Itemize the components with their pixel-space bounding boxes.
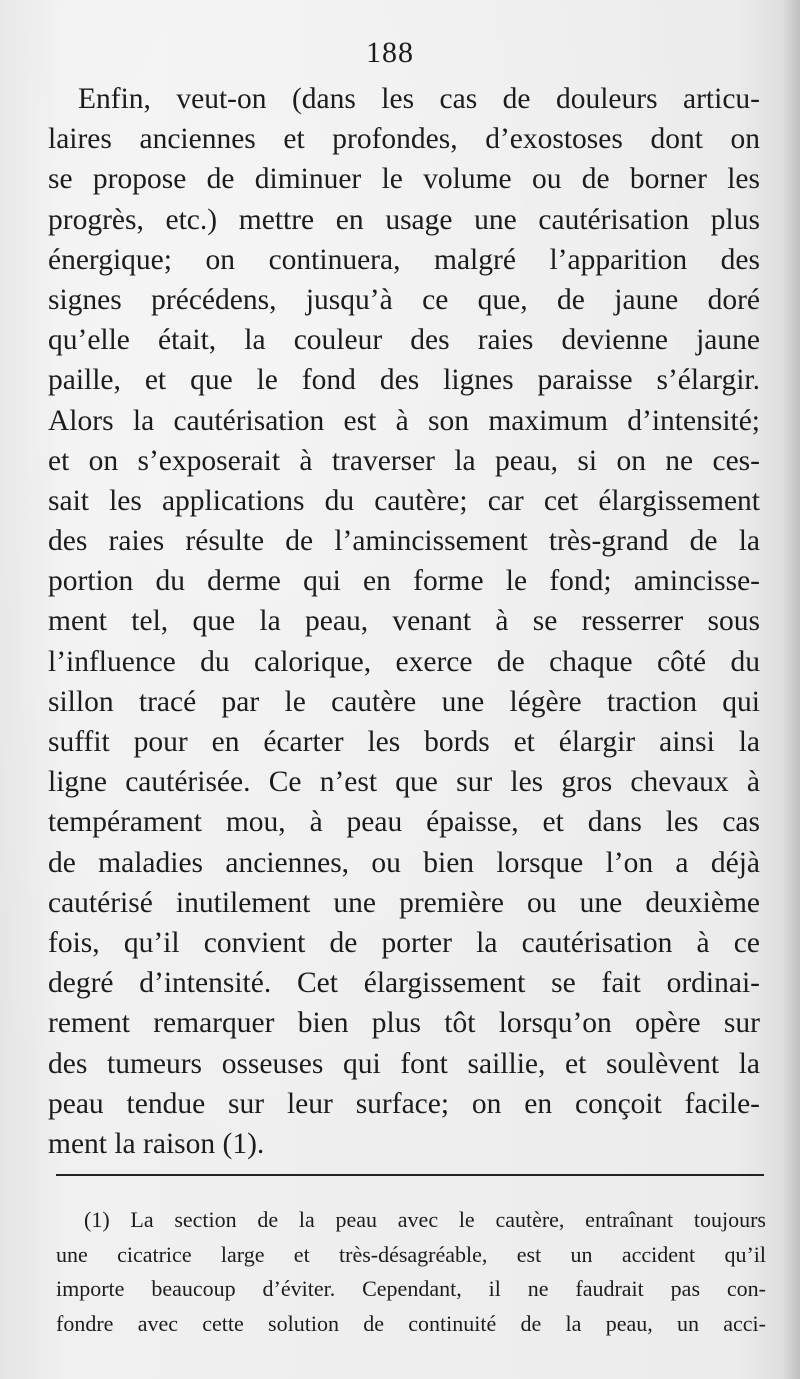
footnote-line: fondre avec cette solution de continuité de la peau, un acci-: [56, 1310, 766, 1336]
text-line: suffit pour en écarter les bords et élargir ainsi la: [48, 726, 760, 758]
text-line: tempérament mou, à peau épaisse, et dans les cas: [48, 806, 760, 839]
text-line: se propose de diminuer le volume ou de borner les: [48, 163, 760, 196]
text-line: progrès, etc.) mettre en usage une cautérisation plus: [48, 203, 760, 236]
text-line: ment la raison (1).: [48, 1127, 265, 1160]
text-line: et on s’exposerait à traverser la peau, si on ne ces-: [48, 444, 760, 477]
text-line: l’influence du calorique, exerce de chaque côté du: [48, 645, 760, 678]
text-line: des tumeurs osseuses qui font saillie, et soulèvent la: [48, 1047, 760, 1080]
footnote-line: importe beaucoup d’éviter. Cependant, il ne faudrait pas con-: [56, 1276, 766, 1301]
text-line: Enfin, veut-on (dans les cas de douleurs articu-: [78, 83, 760, 115]
text-line: laires anciennes et profondes, d’exostoses dont on: [48, 123, 760, 156]
text-line: fois, qu’il convient de porter la cautérisation à ce: [48, 926, 760, 959]
text-line: de maladies anciennes, ou bien lorsque l’on a déjà: [48, 846, 760, 879]
text-line: Alors la cautérisation est à son maximum d’intensité;: [48, 404, 760, 437]
text-line: qu’elle était, la couleur des raies devienne jaune: [48, 324, 760, 357]
footnote-line: une cicatrice large et très-désagréable, est un accident qu’il: [56, 1241, 766, 1267]
text-line: énergique; on continuera, malgré l’apparition des: [48, 243, 760, 276]
text-line: peau tendue sur leur surface; on en conçoit facile-: [48, 1087, 760, 1120]
footnote-rule: [56, 1174, 764, 1176]
text-line: ment tel, que la peau, venant à se resserrer sous: [48, 605, 760, 638]
page-number: 188: [366, 36, 414, 69]
text-line: portion du derme qui en forme le fond; amincisse-: [48, 565, 760, 598]
page-edge-shadow: [782, 0, 800, 1379]
text-line: cautérisé inutilement une première ou une deuxième: [48, 886, 760, 919]
text-line: degré d’intensité. Cet élargissement se fait ordinai-: [48, 967, 760, 1000]
text-line: sait les applications du cautère; car cet élargissement: [48, 484, 760, 517]
text-line: signes précédens, jusqu’à ce que, de jaune doré: [48, 283, 760, 316]
text-line: rement remarquer bien plus tôt lorsqu’on opère sur: [48, 1007, 760, 1040]
text-line: ligne cautérisée. Ce n’est que sur les gros chevaux à: [48, 766, 760, 799]
text-line: paille, et que le fond des lignes paraisse s’élargir.: [48, 364, 760, 397]
text-line: des raies résulte de l’amincissement très-grand de la: [48, 525, 760, 558]
text-line: sillon tracé par le cautère une légère traction qui: [48, 685, 760, 718]
main-text: [48, 79, 760, 1164]
footnote-line: (1) La section de la peau avec le cautère, entraînant toujours: [84, 1207, 766, 1232]
footnote: [56, 1203, 766, 1341]
